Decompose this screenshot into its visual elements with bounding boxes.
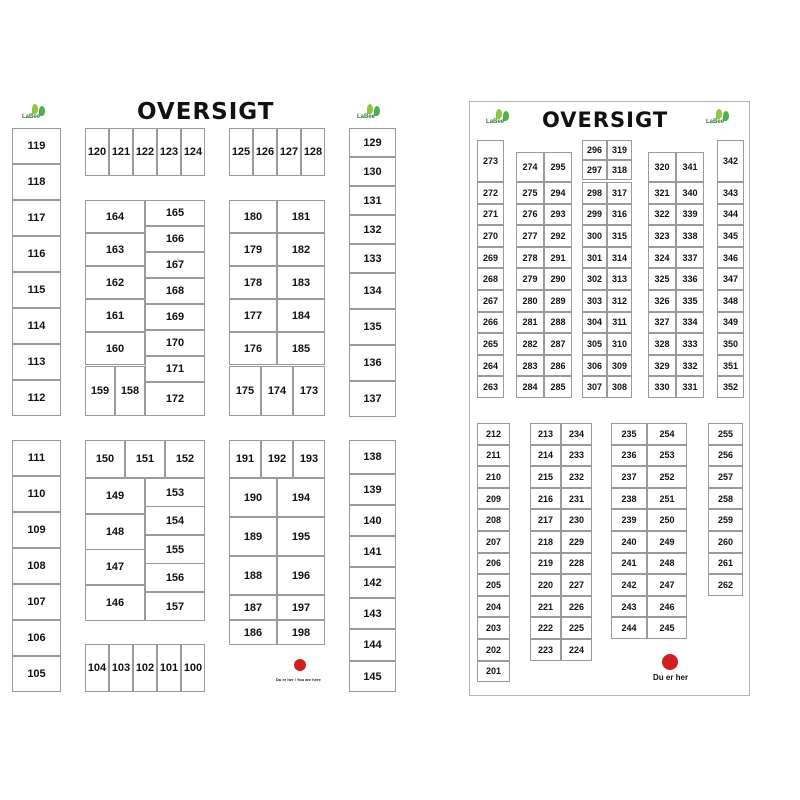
booth-157: 157	[145, 592, 205, 621]
booth-189: 189	[229, 517, 277, 556]
booth-229: 229	[561, 531, 592, 553]
booth-227: 227	[561, 574, 592, 596]
booth-281: 281	[516, 312, 544, 334]
right-you-are-here-label: Du er her	[653, 673, 689, 682]
booth-343: 343	[717, 182, 744, 204]
left-you-are-here-label: Du er her / You are here	[276, 677, 321, 682]
booth-327: 327	[648, 312, 676, 334]
booth-299: 299	[582, 204, 607, 226]
booth-340: 340	[676, 182, 704, 204]
booth-217: 217	[530, 509, 561, 531]
booth-179: 179	[229, 233, 277, 266]
booth-218: 218	[530, 531, 561, 553]
booth-206: 206	[477, 553, 510, 575]
booth-178: 178	[229, 266, 277, 299]
booth-171: 171	[145, 356, 205, 382]
booth-302: 302	[582, 268, 607, 290]
booth-289: 289	[544, 290, 572, 312]
booth-284: 284	[516, 376, 544, 398]
booth-137: 137	[349, 381, 396, 417]
booth-344: 344	[717, 204, 744, 226]
booth-298: 298	[582, 182, 607, 204]
left-logo-right	[357, 104, 387, 126]
booth-264: 264	[477, 355, 504, 377]
booth-290: 290	[544, 268, 572, 290]
booth-122: 122	[133, 128, 157, 176]
booth-310: 310	[607, 333, 632, 355]
booth-318: 318	[607, 160, 632, 180]
booth-148: 148	[85, 514, 145, 550]
booth-159: 159	[85, 366, 115, 416]
booth-132: 132	[349, 215, 396, 244]
booth-278: 278	[516, 247, 544, 269]
booth-114: 114	[12, 308, 61, 344]
booth-209: 209	[477, 488, 510, 510]
booth-185: 185	[277, 332, 325, 365]
booth-272: 272	[477, 182, 504, 204]
booth-173: 173	[293, 366, 325, 416]
booth-250: 250	[647, 509, 687, 531]
booth-129: 129	[349, 128, 396, 157]
booth-144: 144	[349, 629, 396, 661]
booth-235: 235	[611, 423, 647, 445]
booth-210: 210	[477, 466, 510, 488]
booth-183: 183	[277, 266, 325, 299]
booth-184: 184	[277, 299, 325, 332]
booth-320: 320	[648, 152, 676, 182]
right-floor-plan	[469, 101, 750, 696]
booth-351: 351	[717, 355, 744, 377]
booth-212: 212	[477, 423, 510, 445]
booth-288: 288	[544, 312, 572, 334]
booth-286: 286	[544, 355, 572, 377]
booth-107: 107	[12, 584, 61, 620]
booth-305: 305	[582, 333, 607, 355]
booth-325: 325	[648, 268, 676, 290]
booth-252: 252	[647, 466, 687, 488]
booth-188: 188	[229, 556, 277, 595]
booth-337: 337	[676, 247, 704, 269]
booth-275: 275	[516, 182, 544, 204]
right-logo-text: LaBee	[486, 119, 505, 125]
booth-103: 103	[109, 644, 133, 692]
booth-186: 186	[229, 620, 277, 645]
booth-232: 232	[561, 466, 592, 488]
booth-213: 213	[530, 423, 561, 445]
booth-203: 203	[477, 617, 510, 639]
booth-104: 104	[85, 644, 109, 692]
booth-113: 113	[12, 344, 61, 380]
left-map-title: OVERSIGT	[137, 99, 275, 125]
left-logo	[22, 104, 52, 126]
booth-314: 314	[607, 247, 632, 269]
booth-322: 322	[648, 204, 676, 226]
booth-170: 170	[145, 330, 205, 356]
booth-221: 221	[530, 596, 561, 618]
left-logo-text: LaBee	[22, 114, 41, 120]
booth-312: 312	[607, 290, 632, 312]
booth-328: 328	[648, 333, 676, 355]
booth-139: 139	[349, 474, 396, 505]
right-logo	[486, 109, 516, 131]
booth-262: 262	[708, 574, 743, 596]
booth-135: 135	[349, 309, 396, 345]
booth-108: 108	[12, 548, 61, 584]
booth-237: 237	[611, 466, 647, 488]
booth-223: 223	[530, 639, 561, 661]
booth-234: 234	[561, 423, 592, 445]
booth-280: 280	[516, 290, 544, 312]
booth-138: 138	[349, 440, 396, 474]
booth-146: 146	[85, 585, 145, 621]
booth-341: 341	[676, 152, 704, 182]
booth-243: 243	[611, 596, 647, 618]
booth-276: 276	[516, 204, 544, 226]
booth-345: 345	[717, 225, 744, 247]
booth-194: 194	[277, 478, 325, 517]
booth-117: 117	[12, 200, 61, 236]
booth-166: 166	[145, 226, 205, 252]
booth-300: 300	[582, 225, 607, 247]
booth-197: 197	[277, 595, 325, 620]
booth-239: 239	[611, 509, 647, 531]
booth-182: 182	[277, 233, 325, 266]
booth-181: 181	[277, 200, 325, 233]
booth-346: 346	[717, 247, 744, 269]
booth-120: 120	[85, 128, 109, 176]
booth-258: 258	[708, 488, 743, 510]
booth-335: 335	[676, 290, 704, 312]
booth-192: 192	[261, 440, 293, 478]
booth-215: 215	[530, 466, 561, 488]
booth-274: 274	[516, 152, 544, 182]
booth-311: 311	[607, 312, 632, 334]
booth-207: 207	[477, 531, 510, 553]
booth-202: 202	[477, 639, 510, 661]
booth-329: 329	[648, 355, 676, 377]
booth-100: 100	[181, 644, 205, 692]
booth-282: 282	[516, 333, 544, 355]
booth-168: 168	[145, 278, 205, 304]
booth-294: 294	[544, 182, 572, 204]
booth-255: 255	[708, 423, 743, 445]
booth-263: 263	[477, 376, 504, 398]
booth-198: 198	[277, 620, 325, 645]
booth-226: 226	[561, 596, 592, 618]
booth-156: 156	[145, 563, 205, 592]
booth-110: 110	[12, 476, 61, 512]
booth-271: 271	[477, 204, 504, 226]
booth-273: 273	[477, 140, 504, 182]
booth-246: 246	[647, 596, 687, 618]
booth-115: 115	[12, 272, 61, 308]
booth-352: 352	[717, 376, 744, 398]
booth-228: 228	[561, 553, 592, 575]
booth-254: 254	[647, 423, 687, 445]
booth-176: 176	[229, 332, 277, 365]
right-logo-right	[706, 109, 736, 131]
booth-167: 167	[145, 252, 205, 278]
booth-214: 214	[530, 445, 561, 467]
booth-313: 313	[607, 268, 632, 290]
booth-257: 257	[708, 466, 743, 488]
booth-149: 149	[85, 478, 145, 514]
booth-165: 165	[145, 200, 205, 226]
booth-105: 105	[12, 656, 61, 692]
booth-338: 338	[676, 225, 704, 247]
booth-152: 152	[165, 440, 205, 478]
booth-287: 287	[544, 333, 572, 355]
booth-220: 220	[530, 574, 561, 596]
booth-303: 303	[582, 290, 607, 312]
booth-191: 191	[229, 440, 261, 478]
booth-112: 112	[12, 380, 61, 416]
booth-297: 297	[582, 160, 607, 180]
booth-256: 256	[708, 445, 743, 467]
booth-315: 315	[607, 225, 632, 247]
booth-253: 253	[647, 445, 687, 467]
booth-153: 153	[145, 478, 205, 507]
booth-251: 251	[647, 488, 687, 510]
left-logo-leaf-icon	[32, 104, 38, 114]
booth-222: 222	[530, 617, 561, 639]
booth-201: 201	[477, 661, 510, 683]
booth-279: 279	[516, 268, 544, 290]
booth-306: 306	[582, 355, 607, 377]
booth-349: 349	[717, 312, 744, 334]
booth-147: 147	[85, 549, 145, 585]
booth-136: 136	[349, 345, 396, 381]
right-logo-right-text: LaBee	[706, 119, 725, 125]
booth-174: 174	[261, 366, 293, 416]
booth-238: 238	[611, 488, 647, 510]
booth-323: 323	[648, 225, 676, 247]
booth-187: 187	[229, 595, 277, 620]
booth-304: 304	[582, 312, 607, 334]
left-logo-right-leaf-icon	[367, 104, 373, 114]
booth-196: 196	[277, 556, 325, 595]
booth-331: 331	[676, 376, 704, 398]
booth-269: 269	[477, 247, 504, 269]
left-logo-right-text: LaBee	[357, 114, 376, 120]
booth-102: 102	[133, 644, 157, 692]
booth-270: 270	[477, 225, 504, 247]
booth-336: 336	[676, 268, 704, 290]
booth-111: 111	[12, 440, 61, 476]
booth-307: 307	[582, 376, 607, 398]
booth-208: 208	[477, 509, 510, 531]
booth-224: 224	[561, 639, 592, 661]
booth-216: 216	[530, 488, 561, 510]
booth-295: 295	[544, 152, 572, 182]
booth-142: 142	[349, 567, 396, 598]
booth-140: 140	[349, 505, 396, 536]
booth-259: 259	[708, 509, 743, 531]
booth-106: 106	[12, 620, 61, 656]
booth-180: 180	[229, 200, 277, 233]
booth-190: 190	[229, 478, 277, 517]
booth-348: 348	[717, 290, 744, 312]
booth-277: 277	[516, 225, 544, 247]
booth-301: 301	[582, 247, 607, 269]
booth-330: 330	[648, 376, 676, 398]
booth-233: 233	[561, 445, 592, 467]
booth-247: 247	[647, 574, 687, 596]
booth-126: 126	[253, 128, 277, 176]
booth-177: 177	[229, 299, 277, 332]
booth-158: 158	[115, 366, 145, 416]
booth-308: 308	[607, 376, 632, 398]
booth-127: 127	[277, 128, 301, 176]
booth-265: 265	[477, 333, 504, 355]
right-logo-right-leaf-icon	[716, 109, 722, 119]
booth-172: 172	[145, 382, 205, 416]
booth-160: 160	[85, 332, 145, 365]
booth-317: 317	[607, 182, 632, 204]
booth-204: 204	[477, 596, 510, 618]
booth-163: 163	[85, 233, 145, 266]
booth-109: 109	[12, 512, 61, 548]
booth-175: 175	[229, 366, 261, 416]
booth-134: 134	[349, 273, 396, 309]
booth-319: 319	[607, 140, 632, 160]
booth-339: 339	[676, 204, 704, 226]
booth-267: 267	[477, 290, 504, 312]
booth-131: 131	[349, 186, 396, 215]
booth-245: 245	[647, 617, 687, 639]
booth-124: 124	[181, 128, 205, 176]
booth-293: 293	[544, 204, 572, 226]
booth-332: 332	[676, 355, 704, 377]
booth-242: 242	[611, 574, 647, 596]
booth-334: 334	[676, 312, 704, 334]
booth-333: 333	[676, 333, 704, 355]
booth-309: 309	[607, 355, 632, 377]
booth-321: 321	[648, 182, 676, 204]
booth-143: 143	[349, 598, 396, 629]
booth-161: 161	[85, 299, 145, 332]
booth-119: 119	[12, 128, 61, 164]
booth-195: 195	[277, 517, 325, 556]
booth-133: 133	[349, 244, 396, 273]
booth-268: 268	[477, 268, 504, 290]
right-logo-leaf-icon	[496, 109, 502, 119]
booth-230: 230	[561, 509, 592, 531]
booth-244: 244	[611, 617, 647, 639]
booth-248: 248	[647, 553, 687, 575]
booth-266: 266	[477, 312, 504, 334]
booth-141: 141	[349, 536, 396, 567]
booth-150: 150	[85, 440, 125, 478]
booth-121: 121	[109, 128, 133, 176]
booth-241: 241	[611, 553, 647, 575]
booth-260: 260	[708, 531, 743, 553]
booth-116: 116	[12, 236, 61, 272]
booth-285: 285	[544, 376, 572, 398]
booth-283: 283	[516, 355, 544, 377]
right-map-title: OVERSIGT	[542, 108, 669, 132]
booth-240: 240	[611, 531, 647, 553]
left-you-are-here-dot	[294, 659, 306, 671]
booth-231: 231	[561, 488, 592, 510]
booth-169: 169	[145, 304, 205, 330]
booth-261: 261	[708, 553, 743, 575]
booth-101: 101	[157, 644, 181, 692]
booth-291: 291	[544, 247, 572, 269]
booth-193: 193	[293, 440, 325, 478]
booth-128: 128	[301, 128, 325, 176]
booth-350: 350	[717, 333, 744, 355]
booth-155: 155	[145, 535, 205, 564]
booth-292: 292	[544, 225, 572, 247]
booth-342: 342	[717, 140, 744, 182]
booth-125: 125	[229, 128, 253, 176]
booth-130: 130	[349, 157, 396, 186]
booth-347: 347	[717, 268, 744, 290]
booth-316: 316	[607, 204, 632, 226]
booth-151: 151	[125, 440, 165, 478]
booth-162: 162	[85, 266, 145, 299]
booth-118: 118	[12, 164, 61, 200]
booth-154: 154	[145, 506, 205, 535]
booth-205: 205	[477, 574, 510, 596]
booth-123: 123	[157, 128, 181, 176]
booth-211: 211	[477, 445, 510, 467]
booth-249: 249	[647, 531, 687, 553]
booth-326: 326	[648, 290, 676, 312]
right-you-are-here-dot	[662, 654, 678, 670]
booth-236: 236	[611, 445, 647, 467]
booth-296: 296	[582, 140, 607, 160]
booth-145: 145	[349, 661, 396, 692]
booth-219: 219	[530, 553, 561, 575]
booth-225: 225	[561, 617, 592, 639]
booth-324: 324	[648, 247, 676, 269]
booth-164: 164	[85, 200, 145, 233]
